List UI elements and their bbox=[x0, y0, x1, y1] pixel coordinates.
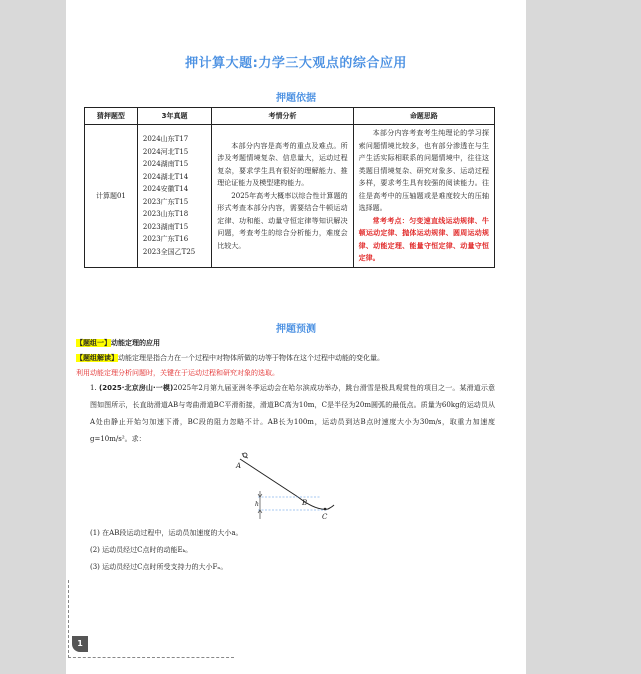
table-header-row bbox=[85, 108, 495, 125]
page-corner-dash-vertical bbox=[68, 580, 69, 658]
basis-section-heading: 押题依据 bbox=[276, 93, 316, 104]
label-h: h bbox=[255, 501, 259, 508]
year-item: 2023山东T18 bbox=[142, 210, 189, 219]
question-source: (2025·北京房山·一模) bbox=[99, 384, 174, 392]
interpret-line bbox=[76, 353, 384, 363]
question-1 bbox=[90, 380, 495, 448]
point-c-dot bbox=[324, 508, 327, 511]
group-tag: 【题组一】 bbox=[76, 339, 111, 347]
cell-years bbox=[137, 125, 211, 268]
page-number: 1 bbox=[72, 636, 88, 652]
header-type: 猜押题型 bbox=[85, 108, 138, 125]
year-item: 2023广东T16 bbox=[142, 235, 189, 244]
interpret-tag: 【题组解读】 bbox=[76, 354, 118, 362]
basis-table bbox=[84, 107, 495, 268]
year-item: 2024河北T15 bbox=[142, 147, 189, 156]
idea-paragraph: 本部分内容考查考生纯理论的学习探索问题情境比较多，也有部分渗透在与生产生活实际相联系的问题情境中，往往这类题目情境复杂、研究对象多、运动过程多样，要求考生具有较强的阅读能力。往往是高考中的压轴题或是难度较大的压轴选择题。 bbox=[358, 129, 489, 212]
label-a: A bbox=[236, 462, 242, 470]
year-item: 2024湖北T14 bbox=[142, 172, 189, 181]
page-title: 押计算大题:力学三大观点的综合应用 bbox=[185, 56, 407, 71]
label-b: B bbox=[302, 499, 308, 507]
sub-question-1: (1) 在AB段运动过程中，运动员加速度的大小a。 bbox=[90, 529, 243, 537]
cell-type: 计算题01 bbox=[85, 125, 138, 268]
analysis-paragraph-2: 2025年高考大概率以综合性计算题的形式考查本部分内容，需要结合牛顿运动定律、功和能、动量守恒定律等知识解决问题，考查考生的综合分析能力，难度会比较大。 bbox=[217, 191, 348, 250]
question-number: 1. bbox=[90, 384, 97, 392]
page-corner-dash-horizontal bbox=[68, 657, 234, 658]
year-item: 2024山东T17 bbox=[142, 135, 189, 144]
header-analysis: 考情分析 bbox=[212, 108, 353, 125]
predict-section-heading: 押题预测 bbox=[276, 324, 316, 335]
interpret-text: 动能定理是指合力在一个过程中对物体所做的功等于物体在这个过程中动能的变化量。 bbox=[118, 354, 384, 362]
table-row bbox=[85, 125, 495, 268]
year-item: 2024安徽T14 bbox=[142, 185, 189, 194]
analysis-paragraph-1: 本部分内容是高考的重点及难点。所涉及考题情境复杂、信息量大，运动过程复杂，要求学生具有很好的理解能力、推理论证能力及模型建构能力。 bbox=[217, 141, 348, 187]
year-item: 2024湖南T15 bbox=[142, 160, 189, 169]
sub-question-3: (3) 运动员经过C点时所受支持力的大小Fₙ。 bbox=[90, 563, 228, 571]
ski-slope-figure bbox=[228, 447, 348, 523]
group-heading bbox=[76, 338, 160, 348]
label-c: C bbox=[322, 513, 328, 521]
header-idea: 命题思路 bbox=[353, 108, 494, 125]
interpret-red-line: 利用动能定理分析问题时，关键在于运动过程和研究对象的选取。 bbox=[76, 369, 279, 377]
group-title: 动能定理的应用 bbox=[111, 339, 160, 347]
year-item: 2023湖南T15 bbox=[142, 222, 189, 231]
sub-question-2: (2) 运动员经过C点时的动能Eₖ。 bbox=[90, 546, 193, 554]
cell-analysis bbox=[212, 125, 353, 268]
year-item: 2023全国乙T25 bbox=[142, 247, 196, 256]
year-item: 2023广东T15 bbox=[142, 197, 189, 206]
idea-key-points: 常考考点：匀变速直线运动规律、牛顿运动定律、抛体运动规律、圆周运动规律、动能定理、能量守恒定律、动量守恒定律。 bbox=[358, 215, 489, 262]
question-text: 2025年2月第九届亚洲冬季运动会在哈尔滨成功举办，跳台滑雪是极具观赏性的项目之一。某滑道示意图如图所示，长直助滑道AB与弯曲滑道BC平滑衔接，滑道BC高为10m，C是半径为20m圆弧的最低点。质量为60kg的运动员从A处由静止开始匀加速下滑，BC段的阻力忽略不计。AB长为100m，运动员到达B点时速度大小为30m/s，取重力加速度g=10m/s²。求： bbox=[90, 384, 495, 443]
cell-idea bbox=[353, 125, 494, 268]
header-years: 3年真题 bbox=[137, 108, 211, 125]
